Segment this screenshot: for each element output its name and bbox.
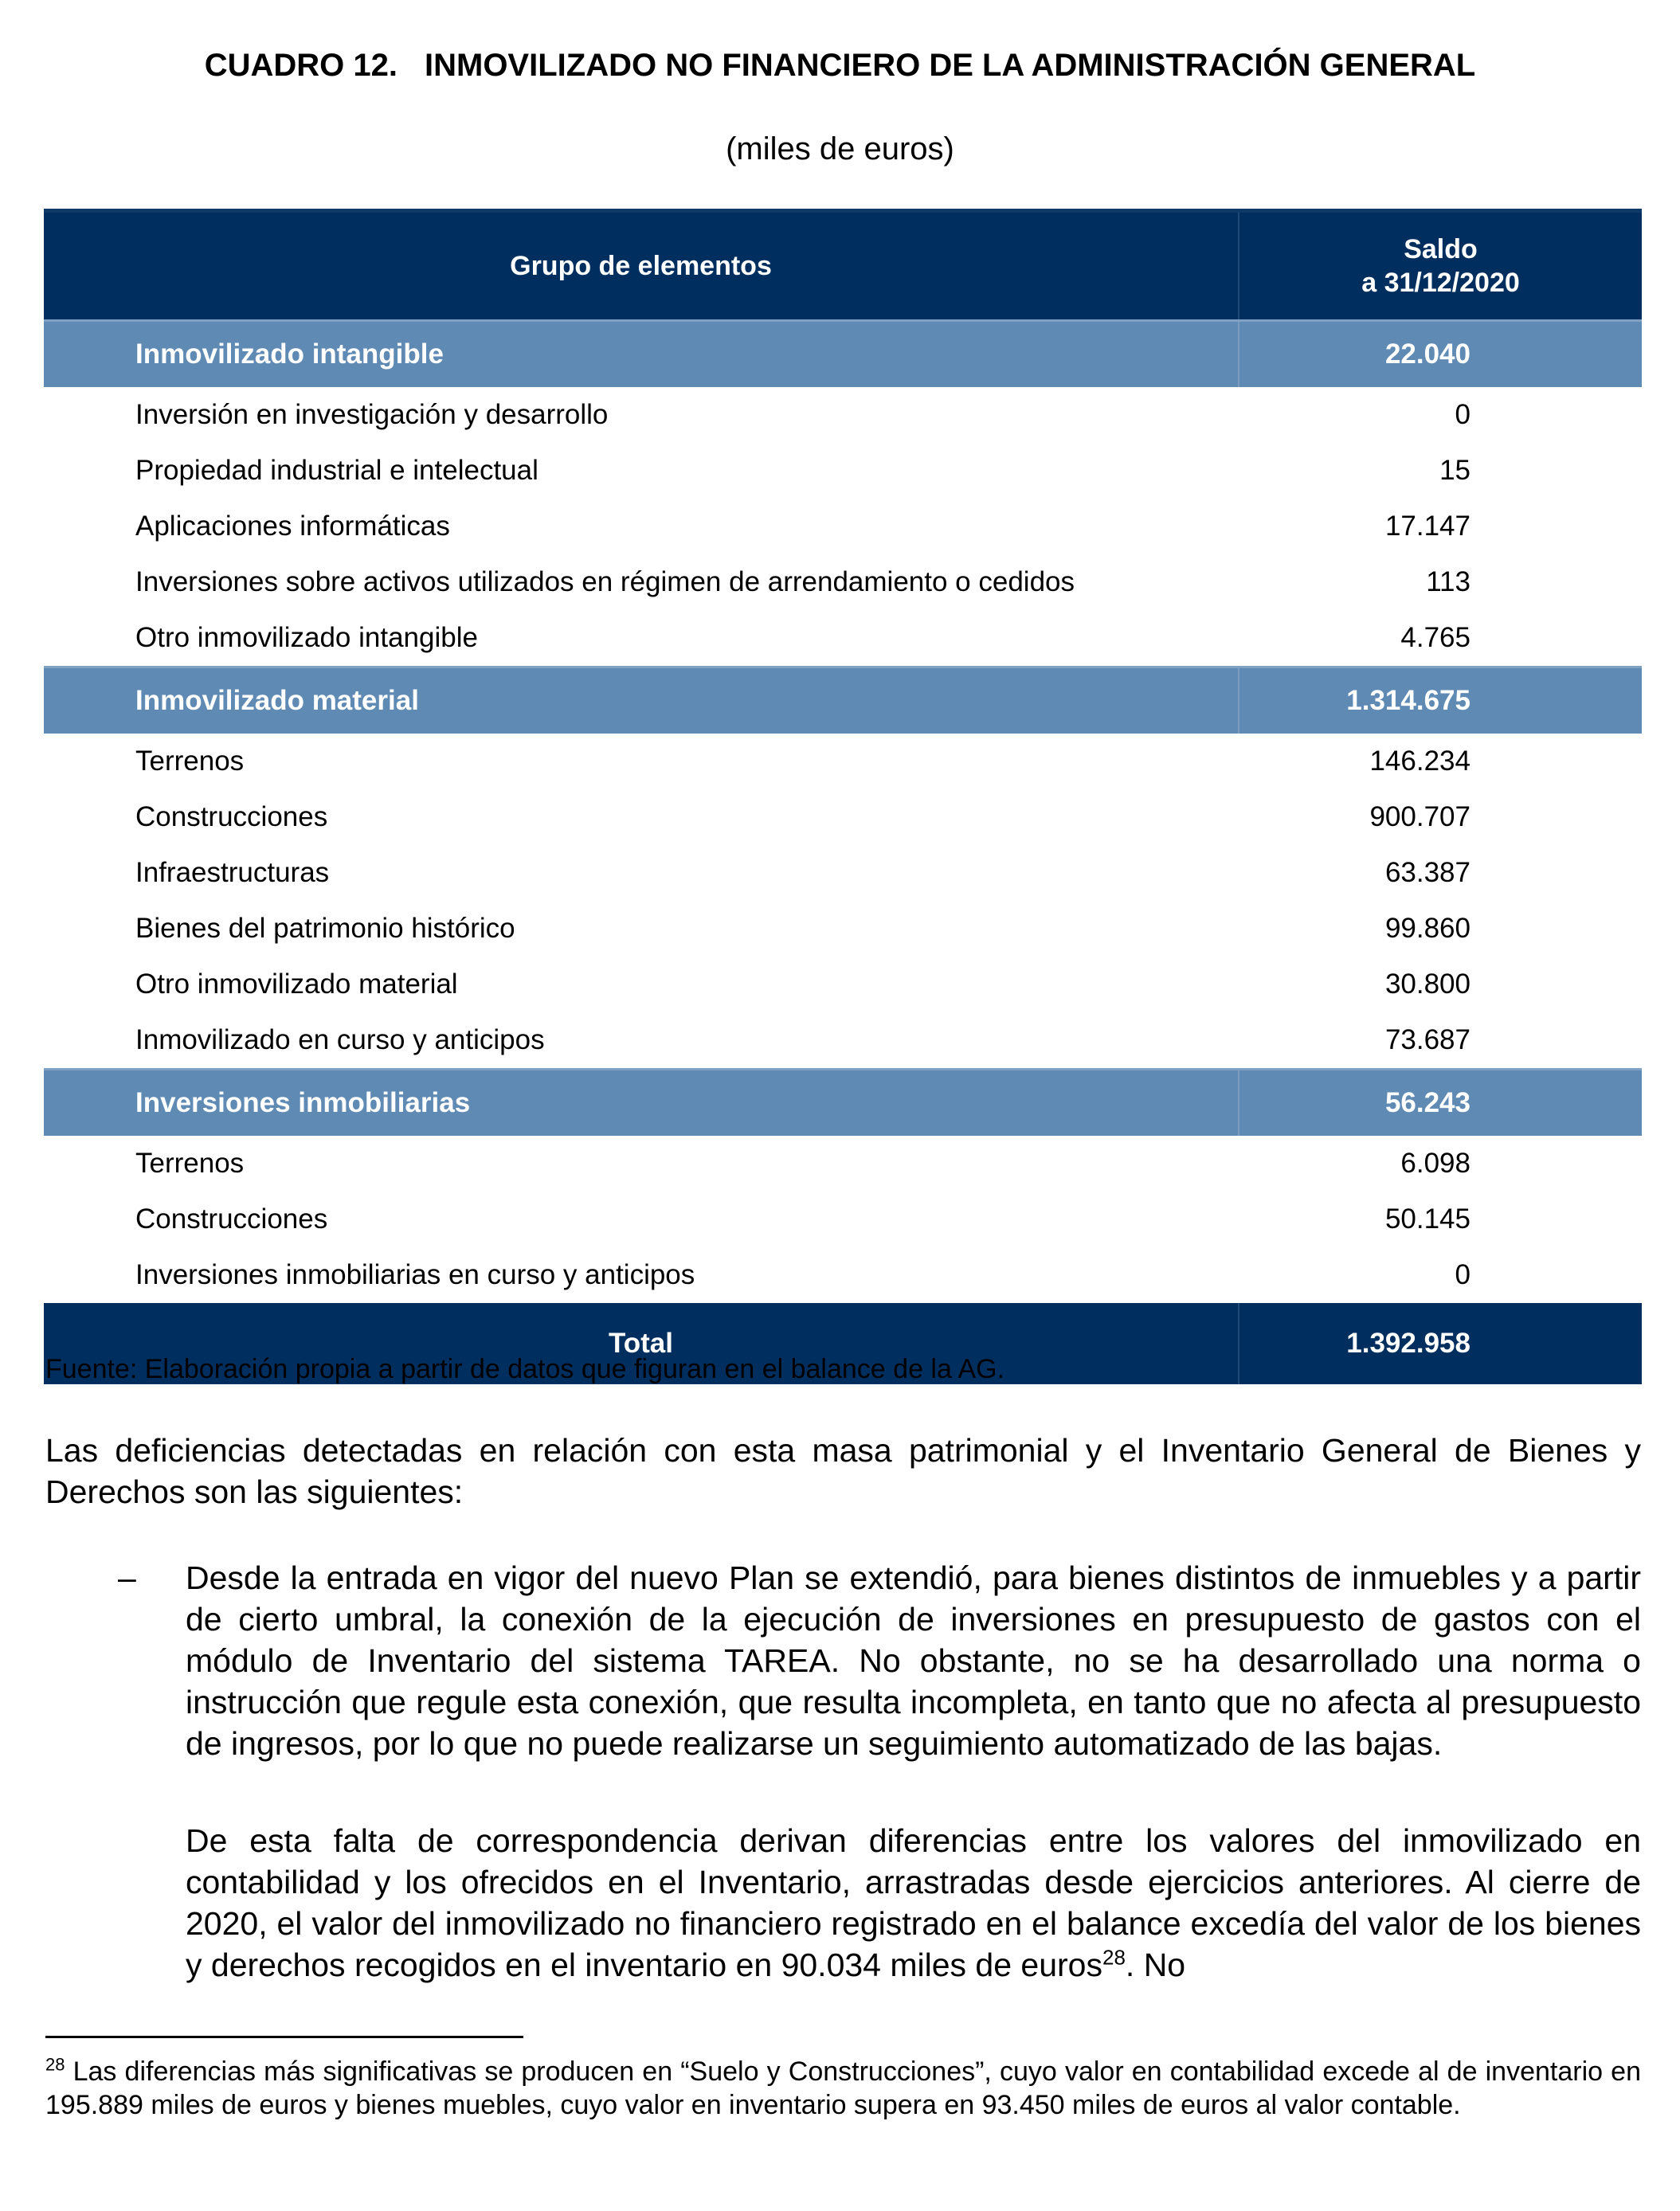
paragraph-text-tail: . No [1125,1947,1186,1983]
row-label: Inversión en investigación y desarrollo [135,399,609,430]
intro-paragraph: Las deficiencias detectadas en relación con esta masa patrimonial y el Inventario General de Bienes y Derechos son las siguientes: [45,1432,1641,1510]
paragraph-text: De esta falta de correspondencia derivan diferencias entre los valores del inmovilizado en contabilidad y los ofrecidos en el Inventario, arrastradas desde ejercicios anteriores. Al cierre de 2020, el valor del inmovilizado no financiero registrado en el balance excedía del valor de los bienes y derechos recogidos en el inventario en 90.034 miles de euros [186,1822,1641,1983]
bullet-paragraph-2 [186,1820,1641,1986]
table-row [44,1192,1642,1247]
row-value: 99.860 [1384,913,1470,944]
footnote-reference-link[interactable]: 28 [1102,1945,1126,1970]
row-value: 30.800 [1384,969,1470,1000]
fixed-assets-table [44,209,1642,1384]
section-value: 1.314.675 [1239,667,1642,734]
row-label: Construcciones [135,801,328,832]
table-row [44,789,1642,845]
row-value: 6.098 [1400,1148,1470,1179]
row-label: Inversiones sobre activos utilizados en régimen de arrendamiento o cedidos [135,566,1075,597]
section-value: 56.243 [1239,1070,1642,1137]
table-row [44,734,1642,789]
bullet-dash-icon: – [118,1559,136,1596]
table-row [44,1012,1642,1070]
table-row [44,845,1642,901]
table-row [44,387,1642,443]
row-label: Propiedad industrial e intelectual [135,455,538,486]
header-balance-line2: a 31/12/2020 [1361,268,1520,298]
section-label: Inversiones inmobiliarias [44,1070,1239,1137]
section-value: 22.040 [1239,321,1642,388]
section-row-intangible [44,321,1642,388]
table-row [44,554,1642,610]
row-value: 17.147 [1384,511,1470,542]
table-row [44,901,1642,957]
row-label: Infraestructuras [135,857,330,888]
footnote-text: Las diferencias más significativas se producen en “Suelo y Construcciones”, cuyo valor en contabilidad excede al de inventario en 195.889 miles de euros y bienes muebles, cuyo valor en inventario supera en 93.450 miles de euros al valor contable. [45,2056,1641,2120]
row-value: 15 [1439,455,1470,486]
table-row [44,957,1642,1012]
row-value: 146.234 [1369,745,1470,777]
row-label: Aplicaciones informáticas [135,511,450,542]
row-value: 4.765 [1400,622,1470,653]
section-label: Inmovilizado material [44,667,1239,734]
row-label: Inmovilizado en curso y anticipos [135,1024,545,1055]
row-label: Construcciones [135,1203,328,1235]
row-label: Otro inmovilizado material [135,969,458,1000]
row-value: 63.387 [1384,857,1470,888]
row-value: 900.707 [1369,801,1470,832]
section-label: Inmovilizado intangible [44,321,1239,388]
row-label: Bienes del patrimonio histórico [135,913,515,944]
total-value: 1.392.958 [1239,1303,1642,1384]
header-balance [1239,211,1642,321]
bullet-paragraph-1: Desde la entrada en vigor del nuevo Plan se extendió, para bienes distintos de inmuebles y a partir de cierto umbral, la conexión de la ejecución de inversiones en presupuesto de gastos con el módulo de Inventario del sistema TAREA. No obstante, no se ha desarrollado una norma o instrucción que regule esta conexión, que resulta incompleta, en tanto que no afecta al presupuesto de ingresos, por lo que no puede realizarse un seguimiento automatizado de las bajas. [186,1559,1641,1762]
footnote [45,2055,1641,2122]
table-row [44,610,1642,667]
footnote-separator [45,2036,523,2038]
header-group: Grupo de elementos [44,211,1239,321]
table-units: (miles de euros) [726,131,954,166]
table-row [44,499,1642,554]
row-label: Terrenos [135,745,245,777]
table-title-text: INMOVILIZADO NO FINANCIERO DE LA ADMINISTRACIÓN GENERAL [425,48,1476,83]
table-row [44,443,1642,499]
section-row-real-estate [44,1070,1642,1137]
row-value: 73.687 [1384,1024,1470,1055]
table-row [44,1247,1642,1303]
header-balance-line1: Saldo [1404,234,1478,264]
table-number: CUADRO 12. [204,48,397,83]
row-label: Terrenos [135,1148,245,1179]
row-value: 0 [1455,399,1470,430]
row-value: 113 [1426,566,1470,597]
total-label: Total [44,1303,1239,1384]
row-value: 0 [1455,1259,1470,1290]
table-header-row [44,211,1642,321]
row-value: 50.145 [1384,1203,1470,1235]
row-label: Inversiones inmobiliarias en curso y anticipos [135,1259,695,1290]
footnote-number: 28 [45,2054,65,2075]
table-source-note: Fuente: Elaboración propia a partir de datos que figuran en el balance de la AG. [45,1354,1005,1384]
table-row [44,1136,1642,1192]
row-label: Otro inmovilizado intangible [135,622,478,653]
table-title [0,48,1680,84]
section-row-material [44,667,1642,734]
